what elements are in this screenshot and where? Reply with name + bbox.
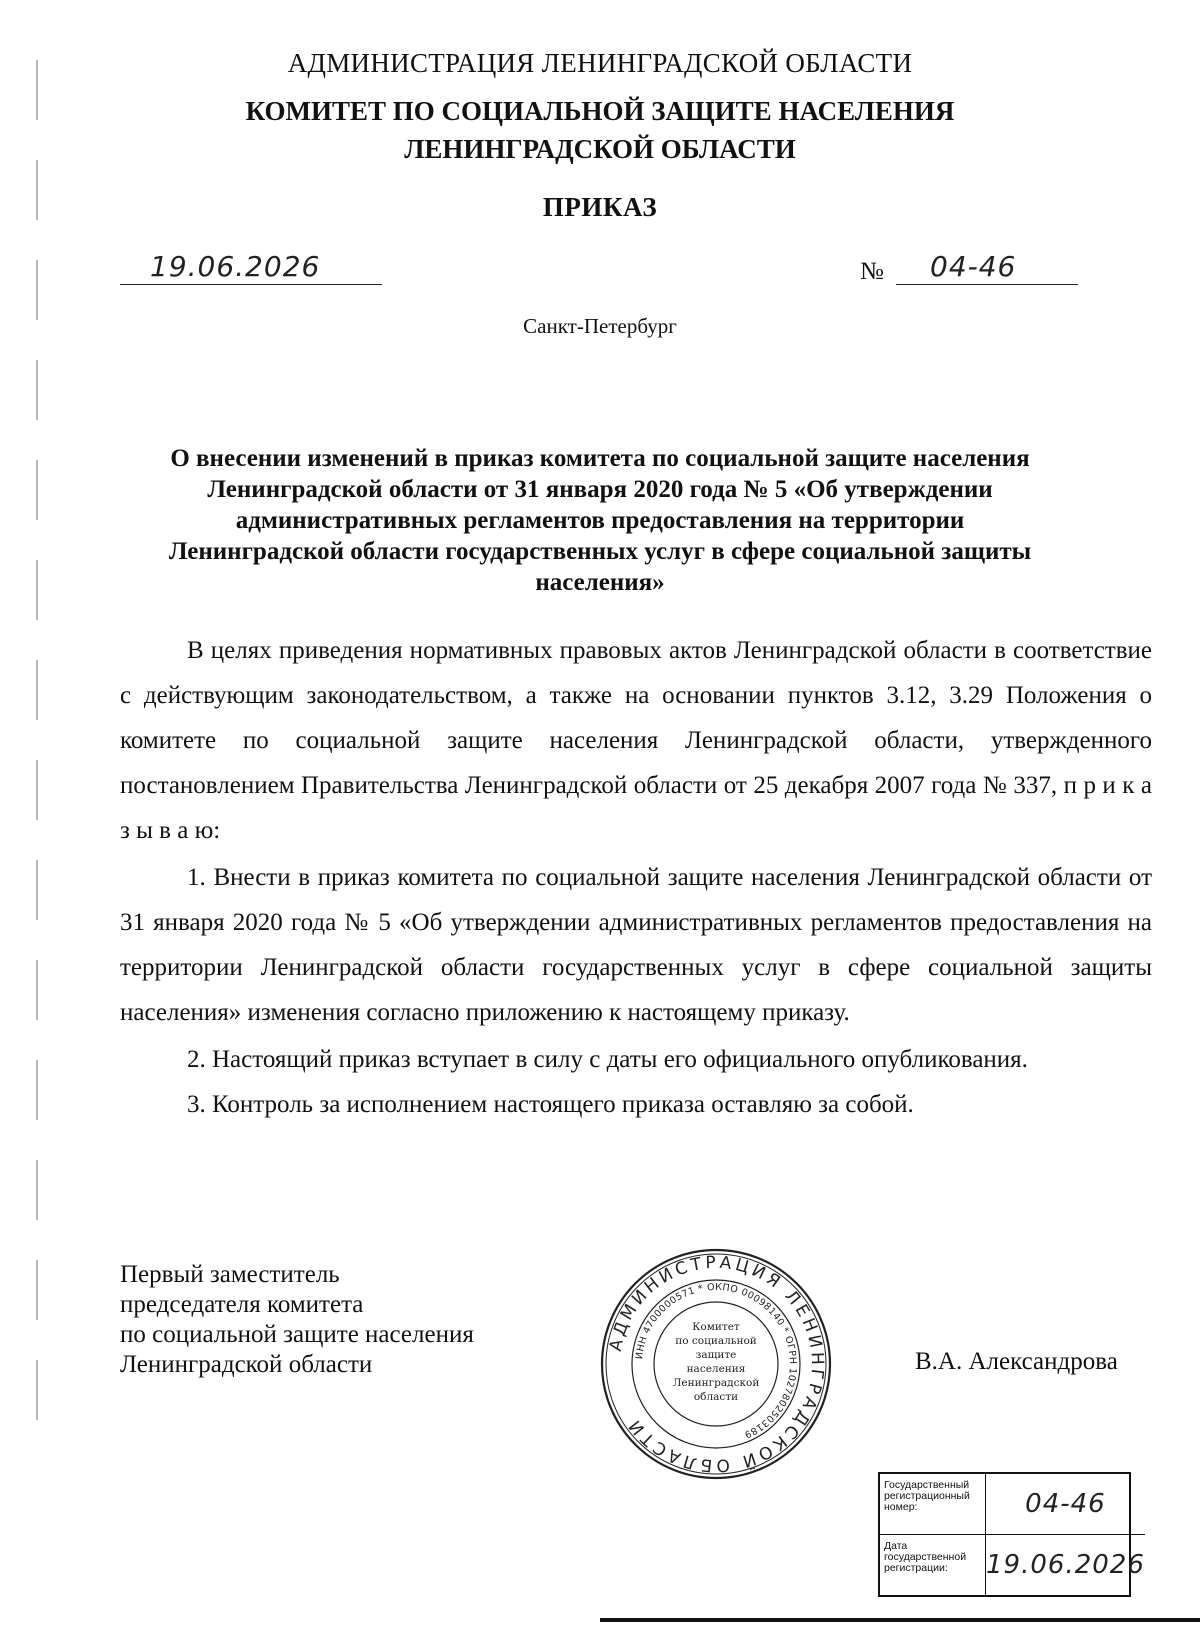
order-subject xyxy=(120,443,1080,598)
seal-center-line: по социальной xyxy=(675,1335,757,1347)
position-line: Ленинградской области xyxy=(120,1351,373,1378)
subject-line: Ленинградской области государственных услуг в сфере социальной защиты xyxy=(168,538,1032,565)
number-sign: № xyxy=(860,258,884,285)
city: Санкт-Петербург xyxy=(523,314,677,338)
order-date-field xyxy=(120,250,382,285)
registration-date-label: Дата государственной регистрации: xyxy=(880,1535,986,1596)
scan-margin-marks xyxy=(36,60,38,1460)
seal-inner-text: ИНН 4700000571 * ОКПО 00098140 * ОГРН 1027802503189 xyxy=(634,1281,799,1440)
committee-title xyxy=(0,92,1200,168)
preamble: В целях приведения нормативных правовых актов Ленинградской области в соответствие с действующим законодательством, а также на основании пунктов 3.12, 3.29 Положения о комитете по социальной защите населения Ленинградской области, утвержденного постановлением Правительства Ленинградской области от 25 декабря 2007 года № 337, п р и к а з ы в а ю: xyxy=(120,637,1152,844)
administration-title: АДМИНИСТРАЦИЯ ЛЕНИНГРАДСКОЙ ОБЛАСТИ xyxy=(287,48,913,78)
committee-title-line2: ЛЕНИНГРАДСКОЙ ОБЛАСТИ xyxy=(404,134,796,164)
signatory-name: В.А. Александрова xyxy=(915,1348,1118,1375)
item-3: 3. Контроль за исполнением настоящего приказа оставляю за собой. xyxy=(187,1091,914,1118)
seal-center-line: Ленинградской xyxy=(672,1377,760,1389)
subject-line: Ленинградской области от 31 января 2020 года № 5 «Об утверждении xyxy=(207,476,993,503)
order-number-field xyxy=(896,250,1078,285)
item-2: 2. Настоящий приказ вступает в силу с даты его официального опубликования. xyxy=(187,1046,1028,1073)
seal-center-line: населения xyxy=(686,1363,746,1375)
position-line: по социальной защите населения xyxy=(120,1321,474,1348)
item-1: 1. Внести в приказ комитета по социальной защите населения Ленинградской области от 31 января 2020 года № 5 «Об утверждении административных регламентов предоставления на территории Ленинградской области государственных услуг в сфере социальной защиты населения» изменения согласно приложению к настоящему приказу. xyxy=(120,864,1152,1026)
committee-title-line1: КОМИТЕТ ПО СОЦИАЛЬНОЙ ЗАЩИТЕ НАСЕЛЕНИЯ xyxy=(245,96,955,126)
registration-number-label: Государственный регистрационный номер: xyxy=(880,1474,986,1535)
order-body xyxy=(120,628,1152,1127)
subject-line: О внесении изменений в приказ комитета по социальной защите населения xyxy=(170,445,1030,472)
seal-center-line: области xyxy=(693,1391,739,1403)
registration-stamp xyxy=(878,1472,1145,1597)
subject-line: населения» xyxy=(535,569,665,596)
order-number: 04-46 xyxy=(930,250,1017,283)
registration-date-value: 19.06.2026 xyxy=(986,1549,1145,1580)
seal-center-line: Комитет xyxy=(692,1321,740,1333)
position-line: Первый заместитель xyxy=(120,1261,340,1288)
scan-bottom-edge xyxy=(600,1618,1200,1622)
seal-outer-text: АДМИНИСТРАЦИЯ ЛЕНИНГРАДСКОЙ ОБЛАСТИ xyxy=(605,1252,828,1476)
position-line: председателя комитета xyxy=(120,1291,364,1318)
document-type: ПРИКАЗ xyxy=(542,192,658,222)
official-seal xyxy=(598,1246,834,1482)
order-date: 19.06.2026 xyxy=(150,250,321,283)
subject-line: административных регламентов предоставления на территории xyxy=(235,507,965,534)
seal-center-line: защите xyxy=(695,1349,737,1361)
registration-number-value: 04-46 xyxy=(986,1474,1145,1535)
signatory-position xyxy=(120,1260,474,1380)
